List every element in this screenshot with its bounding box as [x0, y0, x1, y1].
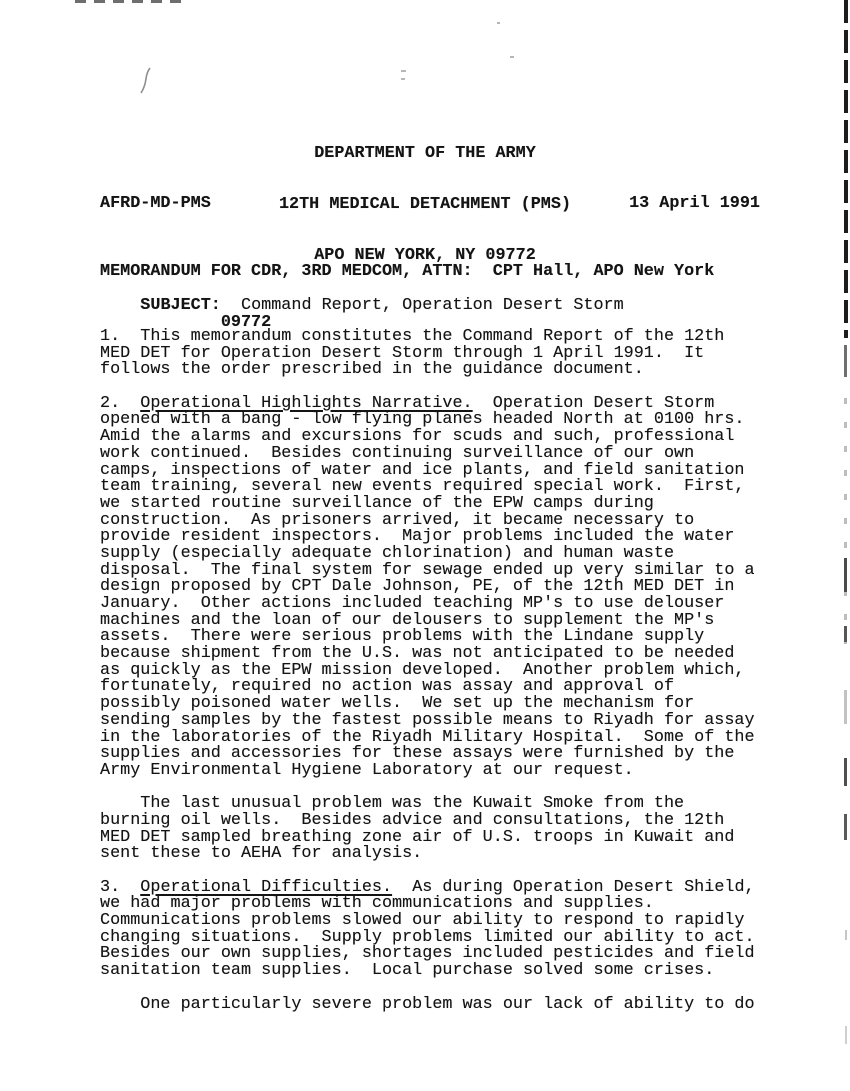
scan-speck — [401, 70, 406, 72]
memo-line: supply (especially adequate chlorination) and human waste — [100, 543, 675, 563]
memo-line: supplies and accessories for these assays were furnished by the — [100, 744, 735, 764]
memo-line: MED DET for Operation Desert Storm through 1 April 1991. It — [100, 343, 705, 363]
memo-line: machines and the loan of our delousers to supplement the MP's — [100, 610, 715, 630]
memorandum-for-line: MEMORANDUM FOR CDR, 3RD MEDCOM, ATTN: CPT Hall, APO New York — [100, 262, 715, 281]
memo-line: possibly poisoned water wells. We set up the mechanism for — [100, 694, 695, 714]
memo-line: provide resident inspectors. Major problems included the water — [100, 527, 735, 547]
memo-line: 3. Operational Difficulties. As during Operation Desert Shield, — [100, 877, 755, 897]
right-edge-dash-artifact — [845, 1026, 847, 1044]
memo-line: disposal. The final system for sewage ended up very similar to a — [100, 560, 755, 580]
memo-line: opened with a bang - low flying planes headed North at 0100 hrs. — [100, 410, 745, 430]
memo-line: because shipment from the U.S. was not anticipated to be needed — [100, 644, 735, 664]
memo-line: One particularly severe problem was our lack of ability to do — [100, 994, 755, 1014]
right-edge-dash-artifact — [844, 758, 847, 786]
memo-line: 2. Operational Highlights Narrative. Operation Desert Storm — [100, 393, 715, 413]
memo-line: as quickly as the EPW mission developed. Another problem which, — [100, 660, 745, 680]
memo-line: sending samples by the fastest possible means to Riyadh for assay — [100, 710, 755, 730]
memo-line: we started routine surveillance of the EPW camps during — [100, 493, 654, 513]
right-edge-dash-artifact — [845, 930, 847, 940]
right-edge-dash-artifact — [844, 345, 847, 377]
memo-line: work continued. Besides continuing surveillance of our own — [100, 443, 695, 463]
memo-line: camps, inspections of water and ice plants, and field sanitation — [100, 460, 745, 480]
top-edge-dash-artifact — [75, 0, 188, 3]
memo-line: fortunately, required no action was assay and approval of — [100, 677, 675, 697]
memo-line: team training, several new events required special work. First, — [100, 477, 745, 497]
subject-text: Command Report, Operation Desert Storm — [220, 296, 624, 315]
memo-line: Army Environmental Hygiene Laboratory at our request. — [100, 760, 634, 780]
scan-speck — [510, 56, 514, 58]
scan-speck — [401, 78, 405, 80]
memo-line: MED DET sampled breathing zone air of U.S. troops in Kuwait and — [100, 827, 735, 847]
memo-line: burning oil wells. Besides advice and consultations, the 12th — [100, 810, 725, 830]
memo-line: follows the order prescribed in the guidance document. — [100, 360, 644, 380]
memo-line: construction. As prisoners arrived, it became necessary to — [100, 510, 695, 530]
memo-line: in the laboratories of the Riyadh Military Hospital. Some of the — [100, 727, 755, 747]
memo-line: January. Other actions included teaching MP's to use delouser — [100, 594, 725, 613]
reference-row — [100, 195, 760, 212]
memo-line: changing situations. Supply problems limited our ability to act. — [100, 927, 755, 947]
memo-line: we had major problems with communications and supplies. — [100, 894, 654, 914]
letterhead-address: APO NEW YORK, NY 09772 — [314, 246, 536, 265]
memo-line: The last unusual problem was the Kuwait Smoke from the — [100, 794, 685, 814]
right-edge-dash-artifact — [844, 558, 847, 592]
memo-line: 1. This memorandum constitutes the Command Report of the 12th — [100, 327, 725, 346]
pen-mark-artifact — [134, 66, 156, 96]
subject-label: SUBJECT: — [140, 296, 221, 315]
memo-line: Besides our own supplies, shortages included pesticides and field — [100, 944, 755, 964]
memo-line: sent these to AEHA for analysis. — [100, 844, 423, 864]
memo-date: 13 April 1991 — [629, 194, 760, 213]
memo-line: sanitation team supplies. Local purchase solved some crises. — [100, 961, 715, 981]
memorandum-for-zip: 09772 — [100, 313, 272, 332]
office-symbol: AFRD-MD-PMS — [100, 194, 211, 213]
scan-speck — [497, 22, 500, 24]
right-edge-dash-artifact — [844, 690, 847, 724]
right-edge-dash-artifact — [844, 814, 847, 840]
subject-line — [100, 280, 624, 331]
memo-line: Communications problems slowed our ability to respond to rapidly — [100, 911, 745, 931]
memo-line: assets. There were serious problems with the Lindane supply — [100, 627, 705, 647]
right-edge-dash-artifact — [844, 398, 847, 644]
right-edge-dash-artifact — [844, 626, 847, 642]
memo-line: Amid the alarms and excursions for scuds and such, professional — [100, 427, 735, 447]
memo-line: design proposed by CPT Dale Johnson, PE, of the 12th MED DET in — [100, 577, 735, 597]
letterhead-unit: 12TH MEDICAL DETACHMENT (PMS) — [278, 195, 572, 214]
letterhead-department: DEPARTMENT OF THE ARMY — [314, 144, 536, 163]
memo-body — [100, 329, 800, 1013]
